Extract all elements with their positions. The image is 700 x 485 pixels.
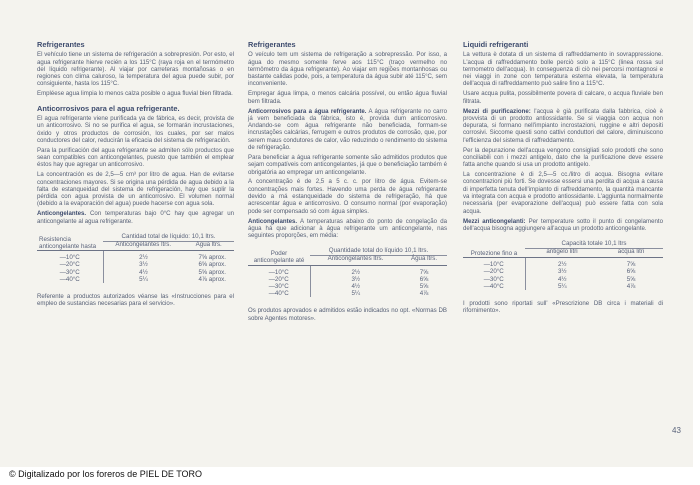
paragraph: Para beneficiar a água refrigerante somente são admitidos produtos que sejam compatíveis com anticongelantes, já que o beneficiação também é obrigatória ao empregar um anticongelante. [248,153,447,176]
cell-temp: —20°C [37,261,103,268]
cell-water: 6⅝ aprox. [198,261,226,269]
cell-temp: —20°C [248,276,310,283]
paragraph-anticorrosivos [248,108,447,152]
cell-antifreeze: 3½ [139,261,148,269]
column-italian [463,34,663,317]
header-water: Água ltrs. [401,255,447,265]
lead-purificazione: Mezzi di purificazione: [463,107,531,115]
cell-water: 4⅞ aprox. [198,275,226,283]
heading-liquidi-refrigeranti: Liquidi refrigeranti [463,40,529,49]
header-capacity: Quantidade total do líquido 10,1 ltrs. [310,248,447,255]
column-portuguese [248,34,447,325]
cell-temp: —20°C [463,268,525,275]
cell-temp: —10°C [463,258,525,269]
heading-anticorrosivos: Anticorrosivos para el agua refrigerante. [37,103,180,113]
column-spanish [37,34,234,310]
table-row [463,276,663,283]
cell-water: 4⅞ [419,290,429,298]
header-antifreeze: Anticongelantes ltrs. [103,241,183,251]
paragraph: Usare acqua pulita, possibilmente povera di calcare, o acqua fluviale ben filtrata. [463,90,663,105]
cell-temp: —40°C [463,283,525,290]
header-temperature: Resistencia anticongelante hasta [37,234,103,251]
paragraph-text: Per temperature sotto il punto di congelamento dell'acqua bisogna aggiungere all'acqua un prodotto anticongelante. [463,217,663,232]
cell-antifreeze: 5¼ [557,282,567,290]
cell-water: 5⅝ aprox. [198,268,226,276]
coolant-table [37,234,234,283]
cell-temp: —30°C [463,276,525,283]
cell-water: 4⅞ [626,282,636,290]
cell-water: 6⅝ [419,275,429,283]
paragraph: El vehículo tiene un sistema de refrigeración a sobrepresión. Por esto, el agua refrigerante hierve recién a los 115°C (raya roja en el termómetro del líquido refrigerante). Al viajar por carreteras montañosas o en regiones con clima caluroso, la temperatura del agua puede subir, por consiguiente, hasta los 115°C. [37,51,234,88]
coolant-table [463,241,663,290]
cell-water: 7⅝ [419,268,429,276]
header-temperature: Poder anticongelante até [248,248,310,265]
scan-credit: © Digitalizado por los foreros de PIEL DE TORO [9,469,203,479]
table-row [248,265,447,276]
paragraph: O veículo tem um sistema de refrigeração a sobrepressão. Por isso, a água do mesmo somente ferve aos 115°C (traço vermelho no termômetro da água refrigerante). Ao viajar em regiões montanhosas ou bastante calidas pode, pois, a temperatura da água subir até 115°C, sem inconveniente. [248,51,447,88]
header-antifreeze: antigelo litri [525,248,599,258]
table-row [37,261,234,268]
paragraph: Empléese agua limpia lo menos calza posible o agua fluvial bien filtrada. [37,90,233,98]
paragraph: La concentrazione è di 2,5—5 cc./litro di acqua. Bisogna evitare concentrazioni più forti. Se dovesse essersi una perdita di acqua a causa di imperfetta tenuta dell'impianto di raffreddamento, la quantità mancante va integrata con acqua e prodotto antiossidante. L'aggiunta normalmente necessaria (per evaporazione dell'acqua) può essere fatta con sola acqua. [463,171,663,215]
table-row [248,290,447,297]
cell-temp: —30°C [37,269,103,276]
table-row [248,283,447,290]
lead-anticongelantes: Anticongelantes. [248,217,298,225]
paragraph-purificazione [463,108,663,144]
header-capacity: Capacità totale 10,1 ltrs [525,241,663,248]
paragraph: Empregar água limpa, o menos calcária possível, ou então água fluvial bem filtrada. [248,90,447,105]
cell-antifreeze: 4½ [557,275,567,283]
paragraph-anticongelantes [37,210,234,225]
header-antifreeze: Anticongelantes ltrs. [310,255,401,265]
table-row [463,283,663,290]
paragraph: A concentração é de 2,5 a 5 c. c. por litro de água. Evitem-se concentrações mais fortes. Havendo uma perda de água refrigerante devido a má estanqueidade do sistema de refrigeração, há que acrescentar água e anticorrosivo. O consumo normal (por evaporação) pode ser compensado só com água simples. [248,178,447,215]
cell-water: 5⅝ [419,282,429,290]
paragraph: Per la depurazione dell'acqua vengono consigliati solo prodotti che sono conciliabili con i mezzi antigelo, dato che la purificazione deve essere fatta anche quando si usa un prodotto antigelo. [463,146,663,169]
table-row [37,269,234,276]
cell-antifreeze: 4½ [351,282,361,290]
cell-water: 6⅝ [626,268,636,276]
lead-anticorrosivos: Anticorrosivos para a água refrigerante. [248,107,367,115]
header-capacity: Cantidad total de líquido: 10,1 ltrs. [103,234,234,241]
note-products: Referente a productos autorizados véanse las «Instrucciones para el empleo de sustancias necesarias para el servicio». [37,292,234,308]
note-products: I prodotti sono riportati sull' «Prescrizione DB circa i materiali di rifornimento». [463,300,663,315]
table-row [248,276,447,283]
paragraph: La vettura è dotata di un sistema di raffreddamento in sovrappressione. L'acqua di raffreddamento bolle perciò solo a 115°C (linea rossa sul termometro dell'acqua). In conseguenza di ciò nei percorsi montagnosi e nei viaggi in zone con temperatura esterna elevata, la temperatura dell'acqua di raffreddamento può salire fino a 115°C. [463,51,663,88]
paragraph-text: A temperaturas abaixo do ponto de congelação da água há que adicionar à água refrigerante um anticongelante, nas seguintes proporções, em média: [248,217,447,240]
paragraph-text: Con temperaturas bajo 0°C hay que agregar un anticongelante al agua refrigerante. [37,210,234,225]
paragraph-anticongelantes [248,218,447,240]
cell-water: 7⅝ aprox. [198,254,226,262]
header-water: Agua ltrs. [183,241,234,251]
cell-antifreeze: 5¼ [139,275,148,283]
cell-temp: —40°C [37,276,103,283]
cell-antifreeze: 3½ [557,268,567,276]
header-temperature: Protezione fino a [463,241,525,258]
cell-antifreeze: 2½ [139,254,148,262]
cell-antifreeze: 5¼ [351,290,361,298]
cell-antifreeze: 2½ [351,268,361,276]
lead-anticongelantes: Anticongelantes. [37,210,87,218]
cell-antifreeze: 2½ [557,261,567,269]
cell-antifreeze: 3½ [351,275,361,283]
table-row [463,268,663,275]
paragraph: Para la purificación del agua refrigerante se admiten sólo productos que sean compatibles con anticongelantes, puesto que también el emplear éstos hay que agregar un anticorrosivo. [37,146,234,169]
cell-water: 7⅝ [626,261,636,269]
table-row [37,251,234,262]
cell-temp: —30°C [248,283,310,290]
paragraph-text: A água refrigerante no carro já vem beneficiada da fábrica, isto é, provida dum anticorrosivo. Andando-se com água refrigerante não beneficiada, formam-se incrustações calcárias, ferrugem e outros produtos de corrosão, que, por serem maus condutores de calor, vão reduzindo o rendimento do sistema de refrigeração. [248,107,447,152]
heading-refrigerantes: Refrigerantes [37,40,85,49]
cell-temp: —10°C [37,251,103,262]
page-number: 43 [672,426,681,435]
cell-antifreeze: 4½ [139,268,148,276]
lead-anticongelanti: Mezzi anticongelanti: [463,217,526,225]
paragraph-text: l'acqua è già purificata dalla fabbrica, cioè è provvista di un prodotto antiossidante. Se si viaggia con acqua non depurata, si formano nell'impianto incrostazioni, ruggine e altri depositi corrosivi. Siccome questi sono cattivi conduttori del calore, diminuiscono l'efficienza del sistema di raffreddamento. [463,107,664,144]
paragraph-anticongelanti [463,218,663,233]
heading-refrigerantes: Refrigerantes [248,40,296,49]
cell-temp: —40°C [248,290,310,297]
table-row [37,276,234,283]
coolant-table [248,248,447,297]
paragraph: La concentración es de 2,5—5 cm³ por litro de agua. Han de evitarse concentraciones mayores. Si se origina una pérdida de agua debido a la falta de estanqueidad del sistema de refrigeración, hay que suplir la pérdida con agua provista de un anticorrosivo. El volumen normal (debido a la evaporación del agua) puede hacerse con agua sola. [37,171,234,208]
cell-water: 5⅝ [626,275,636,283]
table-row [463,258,663,269]
cell-temp: —10°C [248,265,310,276]
note-products: Os produtos aprovados e admitidos estão indicados no opt. «Normas DB sobre Agentes motores». [248,307,447,322]
paragraph: El agua refrigerante viene purificada ya de fábrica, es decir, provista de un anticorrosivo. Si no se purifica el agua, se formarán incrustaciones, óxido y otros productos de corrosión, los cuales, por ser malos conductores del calor, reducirán la eficacia del sistema de refrigeración. [37,114,234,144]
header-water: acqua litri [599,248,663,258]
